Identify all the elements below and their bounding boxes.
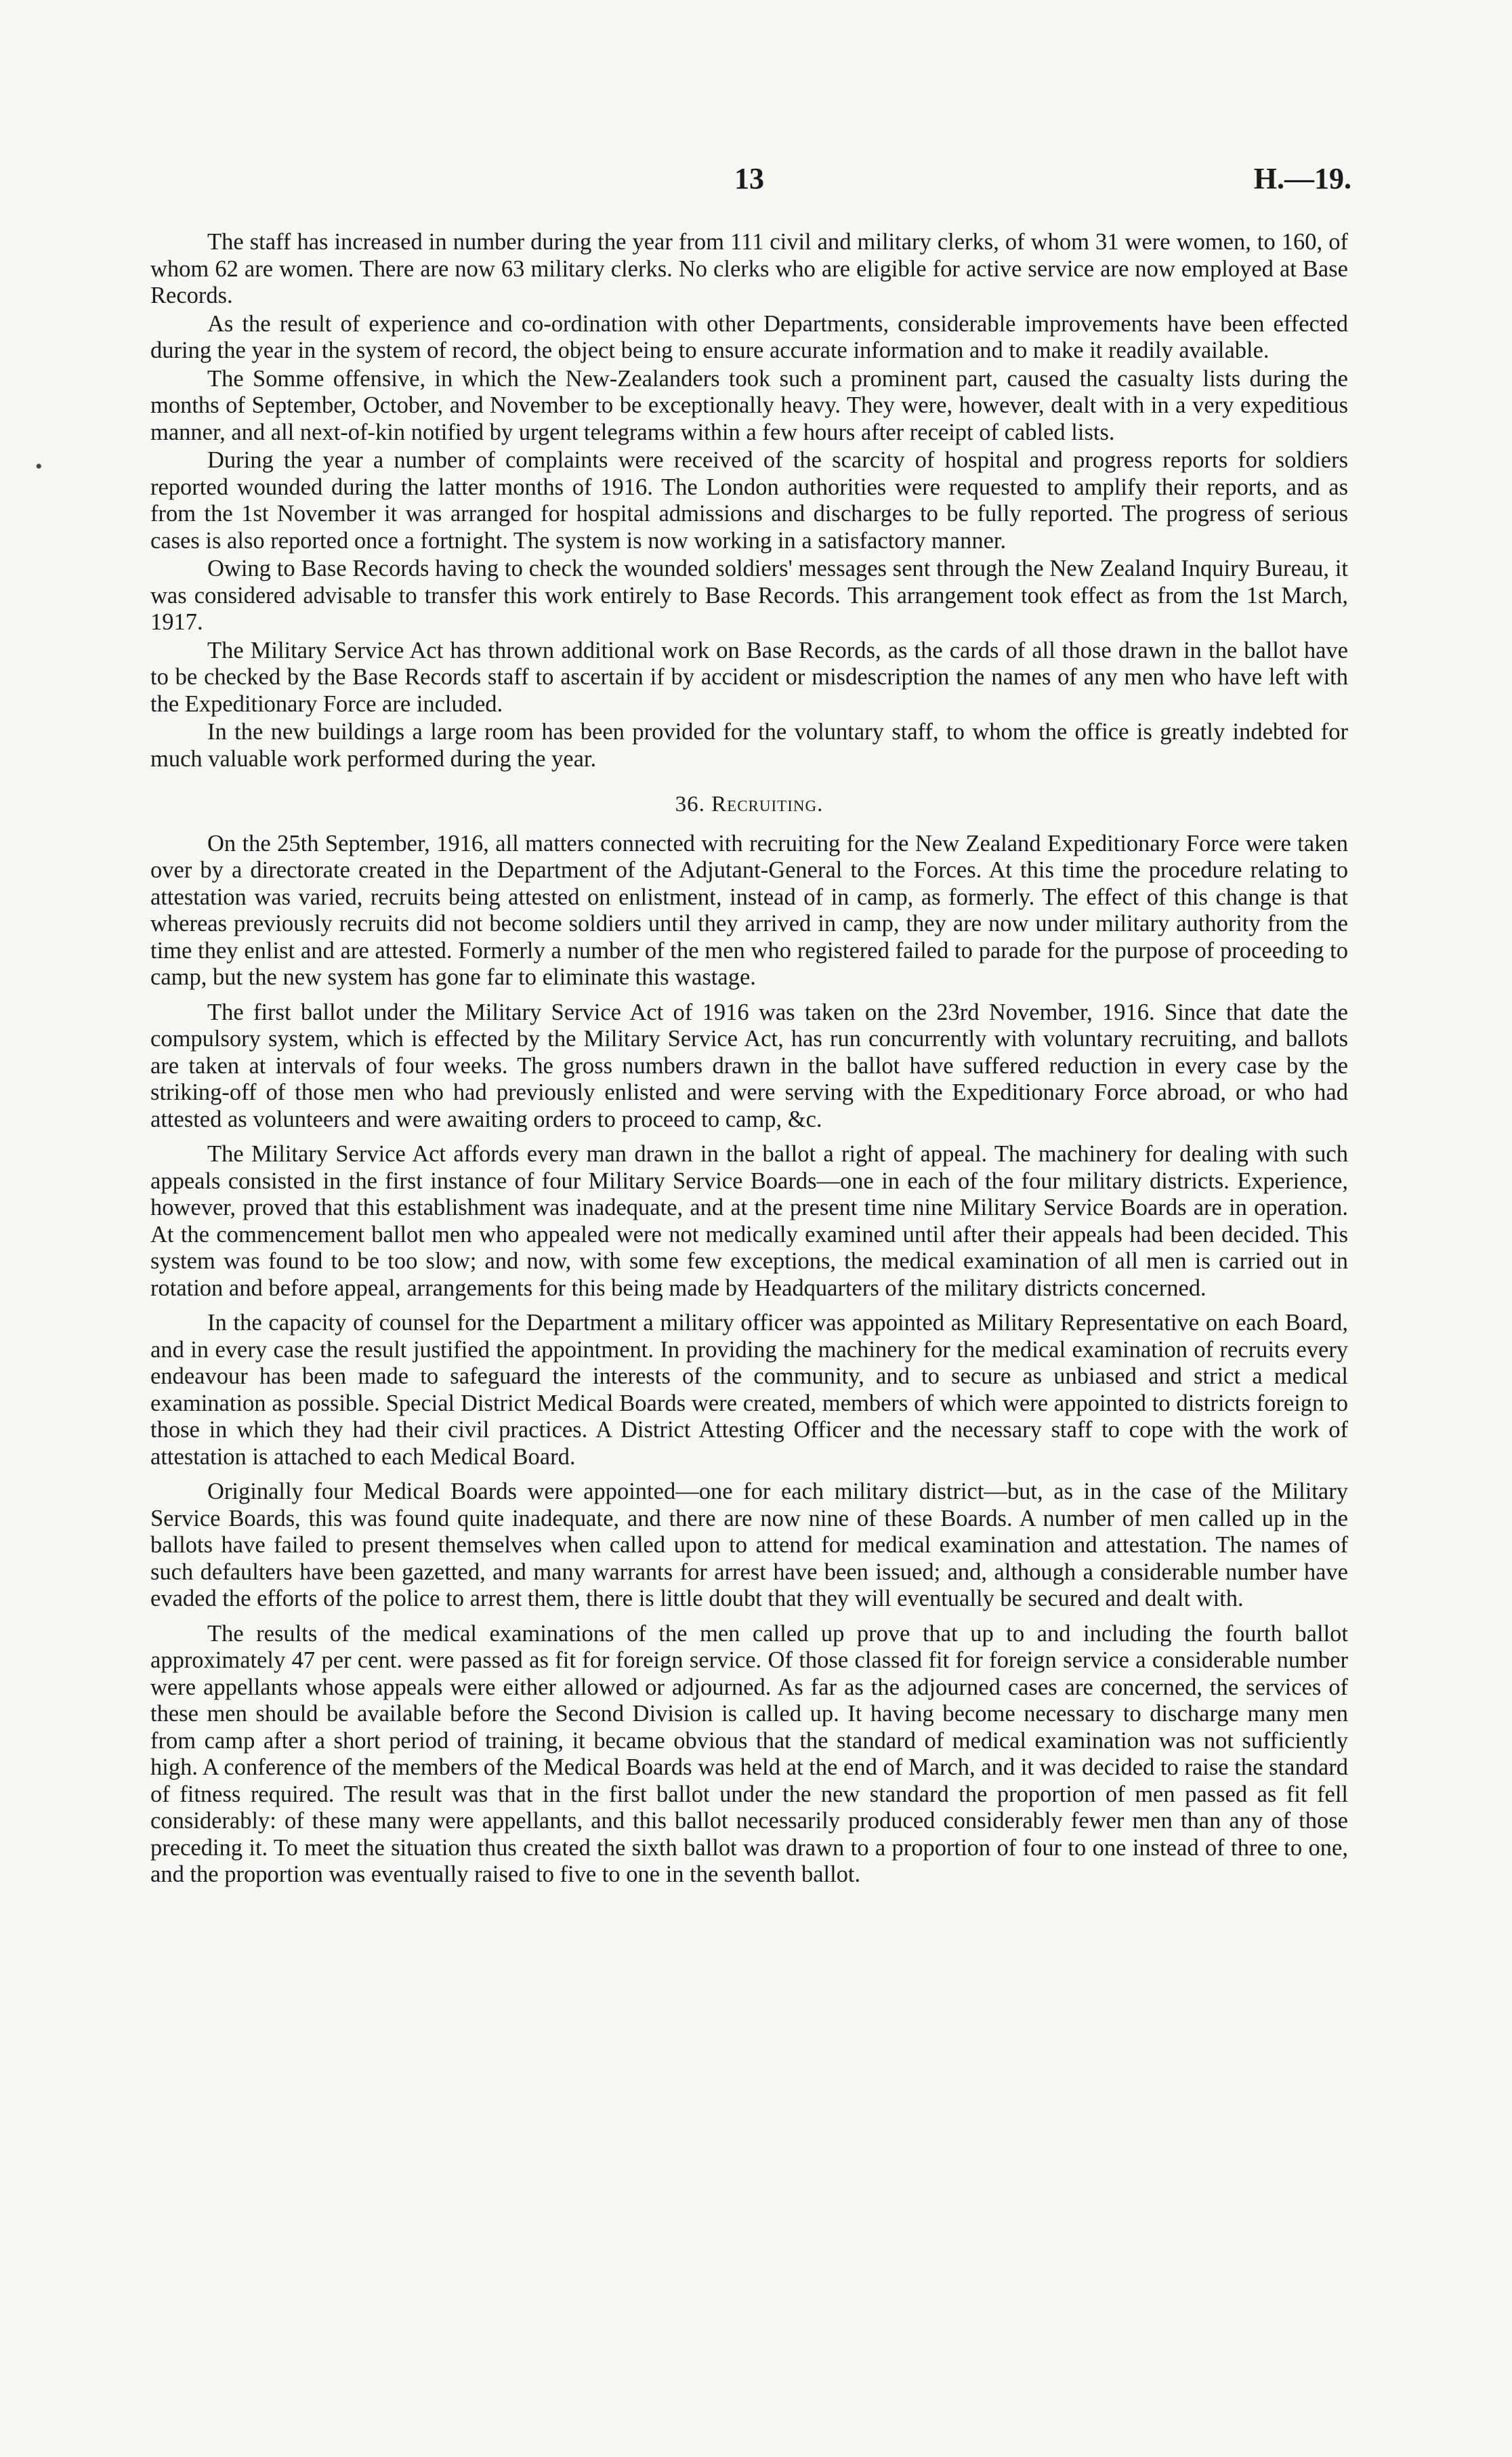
paragraph: During the year a number of complaints were received of the scarcity of hospital and progress reports for soldiers reported wounded during the latter months of 1916. The London authorities were requested to amplify their reports, and as from the 1st November it was arranged for hospital admissions and discharges to be fully reported. The progress of serious cases is also reported once a fortnight. The system is now working in a satisfactory manner.: [150, 447, 1348, 554]
paragraph: The Somme offensive, in which the New-Zealanders took such a prominent part, caused the casualty lists during the months of September, October, and November to be exceptionally heavy. They were, however, dealt with in a very expeditious manner, and all next-of-kin notified by urgent telegrams within a few hours after receipt of cabled lists.: [150, 365, 1348, 445]
paragraph: As the result of experience and co-ordination with other Departments, considerable improvements have been effected during the year in the system of record, the object being to ensure accurate information and to make it readily available.: [150, 310, 1348, 363]
page-body: [150, 229, 1348, 1890]
document-reference: H.—19.: [1253, 162, 1351, 195]
paragraph: The results of the medical examinations of the men called up prove that up to and including the fourth ballot approximately 47 per cent. were passed as fit for foreign service. Of those classed fit for foreign service a considerable number were appellants whose appeals were either allowed or adjourned. As far as the adjourned cases are concerned, the services of these men should be available before the Second Division is called up. It having become necessary to discharge many men from camp after a short period of training, it became obvious that the standard of medical examination was not sufficiently high. A conference of the members of the Medical Boards was held at the end of March, and it was decided to raise the standard of fitness required. The result was that in the first ballot under the new standard the proportion of men passed as fit fell considerably: of these many were appellants, and this ballot necessarily produced considerably fewer men than any of those preceding it. To meet the situation thus created the sixth ballot was drawn to a proportion of four to one instead of three to one, and the proportion was eventually raised to five to one in the seventh ballot.: [150, 1620, 1348, 1887]
paragraph: The Military Service Act has thrown additional work on Base Records, as the cards of all those drawn in the ballot have to be checked by the Base Records staff to ascertain if by accident or misdescription the names of any men who have left with the Expeditionary Force are included.: [150, 637, 1348, 717]
paragraph: In the capacity of counsel for the Department a military officer was appointed as Military Representative on each Board, and in every case the result justified the appointment. In providing the machinery for the medical examination of recruits every endeavour has been made to safeguard the interests of the community, and to secure as unbiased and strict a medical examination as possible. Special District Medical Boards were created, members of which were appointed to districts foreign to those in which they had their civil practices. A District Attesting Officer and the necessary staff to cope with the work of attestation is attached to each Medical Board.: [150, 1310, 1348, 1470]
paragraph: The first ballot under the Military Service Act of 1916 was taken on the 23rd November, 1916. Since that date the compulsory system, which is effected by the Military Service Act, has run concurrently with voluntary recruiting, and ballots are taken at intervals of four weeks. The gross numbers drawn in the ballot have suffered reduction in every case by the striking-off of those men who had previously enlisted and were serving with the Expeditionary Force abroad, or who had attested as volunteers and were awaiting orders to proceed to camp, &c.: [150, 999, 1348, 1132]
page-number: 13: [734, 162, 764, 195]
paragraph: Owing to Base Records having to check the wounded soldiers' messages sent through the New Zealand Inquiry Bureau, it was considered advisable to transfer this work entirely to Base Records. This arrangement took effect as from the 1st March, 1917.: [150, 556, 1348, 635]
paragraph: On the 25th September, 1916, all matters connected with recruiting for the New Zealand Expeditionary Force were taken over by a directorate created in the Department of the Adjutant-General to the Forces. At this time the procedure relating to attestation was varied, recruits being attested on enlistment, instead of in camp, as formerly. The effect of this change is that whereas previously recruits did not become soldiers until they arrived in camp, they are now under military authority from the time they enlist and are attested. Formerly a number of the men who registered failed to parade for the purpose of proceeding to camp, but the new system has gone far to eliminate this wastage.: [150, 830, 1348, 990]
section-heading: 36. Recruiting.: [675, 792, 824, 817]
paragraph: The Military Service Act affords every man drawn in the ballot a right of appeal. The machinery for dealing with such appeals consisted in the first instance of four Military Service Boards—one in each of the four military districts. Experience, however, proved that this establishment was inadequate, and at the present time nine Military Service Boards are in operation. At the commencement ballot men who appealed were not medically examined until after their appeals had been decided. This system was found to be too slow; and now, with some few exceptions, the medical examination of all men is carried out in rotation and before appeal, arrangements for this being made by Headquarters of the military districts concerned.: [150, 1141, 1348, 1301]
paragraph: Originally four Medical Boards were appointed—one for each military district—but, as in the case of the Military Service Boards, this was found quite inadequate, and there are now nine of these Boards. A number of men called up in the ballots have failed to present themselves when called upon to attend for medical examination and attestation. The names of such defaulters have been gazetted, and many warrants for arrest have been issued; and, although a considerable number have evaded the efforts of the police to arrest them, there is little doubt that they will eventually be secured and dealt with.: [150, 1479, 1348, 1611]
paragraph: The staff has increased in number during the year from 111 civil and military clerks, of whom 31 were women, to 160, of whom 62 are women. There are now 63 military clerks. No clerks who are eligible for active service are now employed at Base Records.: [150, 229, 1348, 308]
paragraph: In the new buildings a large room has been provided for the voluntary staff, to whom the office is greatly indebted for much valuable work performed during the year.: [150, 719, 1348, 772]
margin-mark: •: [35, 455, 43, 478]
page-header: [0, 161, 1512, 202]
